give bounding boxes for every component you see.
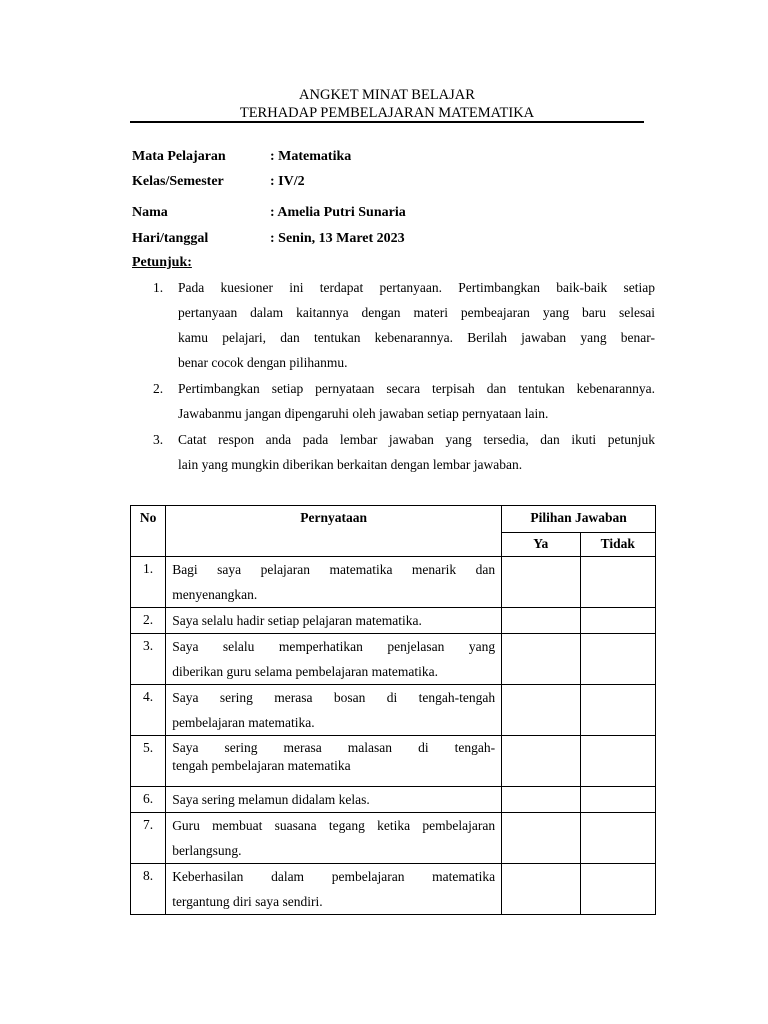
questionnaire-body bbox=[131, 557, 656, 915]
row-number: 8. bbox=[131, 864, 166, 915]
questionnaire-table bbox=[130, 505, 656, 915]
table-row bbox=[131, 608, 656, 634]
hari-value: : Senin, 13 Maret 2023 bbox=[270, 231, 405, 246]
statement-text: berlangsung. bbox=[172, 843, 242, 858]
table-row bbox=[131, 787, 656, 813]
statement-cell bbox=[166, 864, 502, 915]
instruction-line: Catat respon anda pada lembar jawaban yang tersedia, dan ikuti petunjuk bbox=[178, 432, 655, 447]
statement-cell bbox=[166, 685, 502, 736]
statement-text: Saya sering merasa bosan di tengah-tengah bbox=[172, 690, 496, 705]
instruction-line: lain yang mungkin diberikan berkaitan dengan lembar jawaban. bbox=[178, 457, 523, 472]
col-header-tidak: Tidak bbox=[580, 533, 655, 557]
answer-cell-tidak[interactable] bbox=[580, 608, 655, 634]
answer-cell-tidak[interactable] bbox=[580, 736, 655, 787]
answer-cell-ya[interactable] bbox=[502, 736, 580, 787]
instruction-number: 2. bbox=[153, 381, 164, 396]
statement-text: menyenangkan. bbox=[172, 587, 258, 602]
answer-cell-tidak[interactable] bbox=[580, 634, 655, 685]
col-header-pilihan: Pilihan Jawaban bbox=[502, 506, 656, 533]
answer-cell-tidak[interactable] bbox=[580, 787, 655, 813]
row-number: 5. bbox=[131, 736, 166, 787]
table-row bbox=[131, 736, 656, 787]
instruction-line: benar cocok dengan pilihanmu. bbox=[178, 355, 348, 370]
title-divider bbox=[130, 121, 644, 123]
statement-text: Saya selalu memperhatikan penjelasan yang bbox=[172, 639, 496, 654]
answer-cell-ya[interactable] bbox=[502, 557, 580, 608]
nama-value: : Amelia Putri Sunaria bbox=[270, 205, 406, 220]
instruction-number: 3. bbox=[153, 432, 164, 447]
statement-text: tergantung diri saya sendiri. bbox=[172, 894, 323, 909]
table-row bbox=[131, 813, 656, 864]
answer-cell-tidak[interactable] bbox=[580, 557, 655, 608]
instruction-line: kamu pelajari, dan tentukan kebenarannya. Berilah jawaban yang benar- bbox=[178, 330, 655, 345]
answer-cell-ya[interactable] bbox=[502, 864, 580, 915]
instruction-line: Pada kuesioner ini terdapat pertanyaan. Pertimbangkan baik-baik setiap bbox=[178, 280, 655, 295]
answer-cell-ya[interactable] bbox=[502, 634, 580, 685]
mapel-value: : Matematika bbox=[270, 149, 352, 164]
col-header-ya: Ya bbox=[502, 533, 580, 557]
kelas-value: : IV/2 bbox=[270, 174, 305, 189]
answer-cell-ya[interactable] bbox=[502, 608, 580, 634]
answer-cell-tidak[interactable] bbox=[580, 864, 655, 915]
instruction-line: Jawabanmu jangan dipengaruhi oleh jawaban setiap pernyataan lain. bbox=[178, 406, 549, 421]
answer-cell-ya[interactable] bbox=[502, 685, 580, 736]
table-row bbox=[131, 864, 656, 915]
col-header-no: No bbox=[131, 506, 166, 557]
statement-text: diberikan guru selama pembelajaran matematika. bbox=[172, 664, 438, 679]
statement-text: tengah pembelajaran matematika bbox=[172, 758, 351, 773]
statement-text: Guru membuat suasana tegang ketika pembelajaran bbox=[172, 818, 496, 833]
statement-cell bbox=[166, 557, 502, 608]
table-row bbox=[131, 557, 656, 608]
statement-cell bbox=[166, 787, 502, 813]
answer-cell-tidak[interactable] bbox=[580, 813, 655, 864]
instruction-line: Pertimbangkan setiap pernyataan secara terpisah dan tentukan kebenarannya. bbox=[178, 381, 655, 396]
title-line-1: ANGKET MINAT BELAJAR bbox=[299, 87, 475, 103]
row-number: 2. bbox=[131, 608, 166, 634]
statement-text: pembelajaran matematika. bbox=[172, 715, 315, 730]
title-line-2: TERHADAP PEMBELAJARAN MATEMATIKA bbox=[239, 105, 535, 121]
instruction-line: pertanyaan dalam kaitannya dengan materi pembeajaran yang baru selesai bbox=[178, 305, 655, 320]
statement-text: Keberhasilan dalam pembelajaran matematika bbox=[172, 869, 496, 884]
petunjuk-heading: Petunjuk: bbox=[132, 255, 192, 270]
statement-text: Saya sering merasa malasan di tengah- bbox=[172, 740, 496, 755]
answer-cell-tidak[interactable] bbox=[580, 685, 655, 736]
table-row bbox=[131, 634, 656, 685]
table-row bbox=[131, 685, 656, 736]
col-header-pernyataan: Pernyataan bbox=[166, 506, 502, 557]
answer-cell-ya[interactable] bbox=[502, 813, 580, 864]
statement-text: Bagi saya pelajaran matematika menarik dan bbox=[172, 562, 496, 577]
row-number: 7. bbox=[131, 813, 166, 864]
row-number: 1. bbox=[131, 557, 166, 608]
statement-cell bbox=[166, 813, 502, 864]
statement-cell bbox=[166, 736, 502, 787]
statement-text: Saya sering melamun didalam kelas. bbox=[172, 792, 370, 807]
hari-label: Hari/tanggal bbox=[132, 231, 209, 246]
row-number: 3. bbox=[131, 634, 166, 685]
statement-text: Saya selalu hadir setiap pelajaran matematika. bbox=[172, 613, 422, 628]
row-number: 6. bbox=[131, 787, 166, 813]
nama-label: Nama bbox=[132, 205, 168, 220]
statement-cell bbox=[166, 634, 502, 685]
instruction-number: 1. bbox=[153, 280, 164, 295]
answer-cell-ya[interactable] bbox=[502, 787, 580, 813]
kelas-label: Kelas/Semester bbox=[132, 174, 224, 189]
statement-cell bbox=[166, 608, 502, 634]
row-number: 4. bbox=[131, 685, 166, 736]
mapel-label: Mata Pelajaran bbox=[132, 149, 226, 164]
